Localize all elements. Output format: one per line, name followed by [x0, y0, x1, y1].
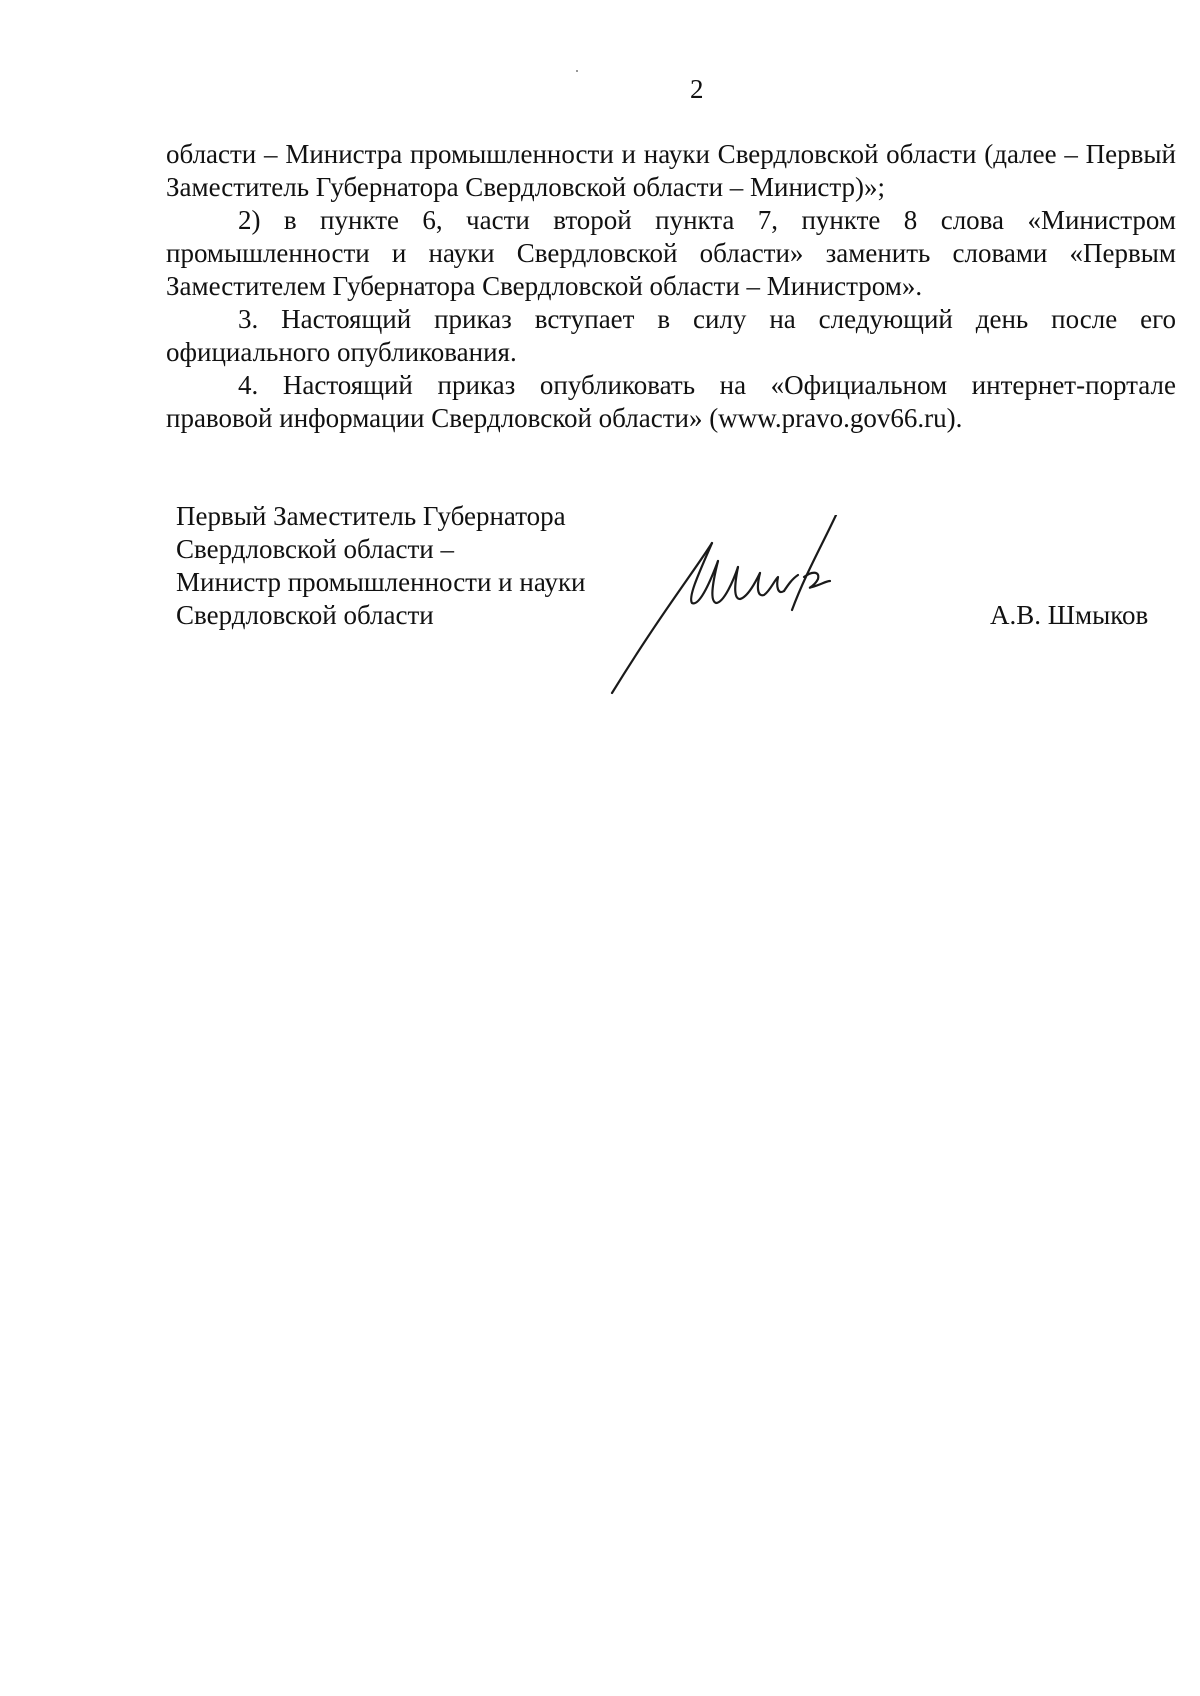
signatory-position [176, 500, 656, 632]
paragraph-item-3: 3. Настоящий приказ вступает в силу на следующий день после его официального опубликования. [166, 304, 1176, 367]
position-line: Первый Заместитель Губернатора [176, 501, 566, 531]
position-line: Свердловской области [176, 600, 434, 630]
handwritten-signature-icon [600, 515, 900, 695]
paragraph-continuation: области – Министра промышленности и науки Свердловской области (далее – Первый Заместитель Губернатора Свердловской области – Министр)»; [166, 139, 1176, 202]
signer-name: А.В. Шмыков [990, 600, 1149, 630]
paragraph-item-4: 4. Настоящий приказ опубликовать на «Официальном интернет-портале правовой информации Свердловской области» (www.pravo.gov66.ru). [166, 370, 1176, 433]
page-number: 2 [690, 74, 704, 104]
position-line: Министр промышленности и науки [176, 567, 586, 597]
document-body [166, 138, 1176, 435]
position-line: Свердловской области – [176, 534, 454, 564]
paragraph-item-2: 2) в пункте 6, части второй пункта 7, пункте 8 слова «Министром промышленности и науки Свердловской области» заменить словами «Первым Заместителем Губернатора Свердловской области – Министром». [166, 205, 1176, 301]
scan-speck [576, 70, 578, 72]
